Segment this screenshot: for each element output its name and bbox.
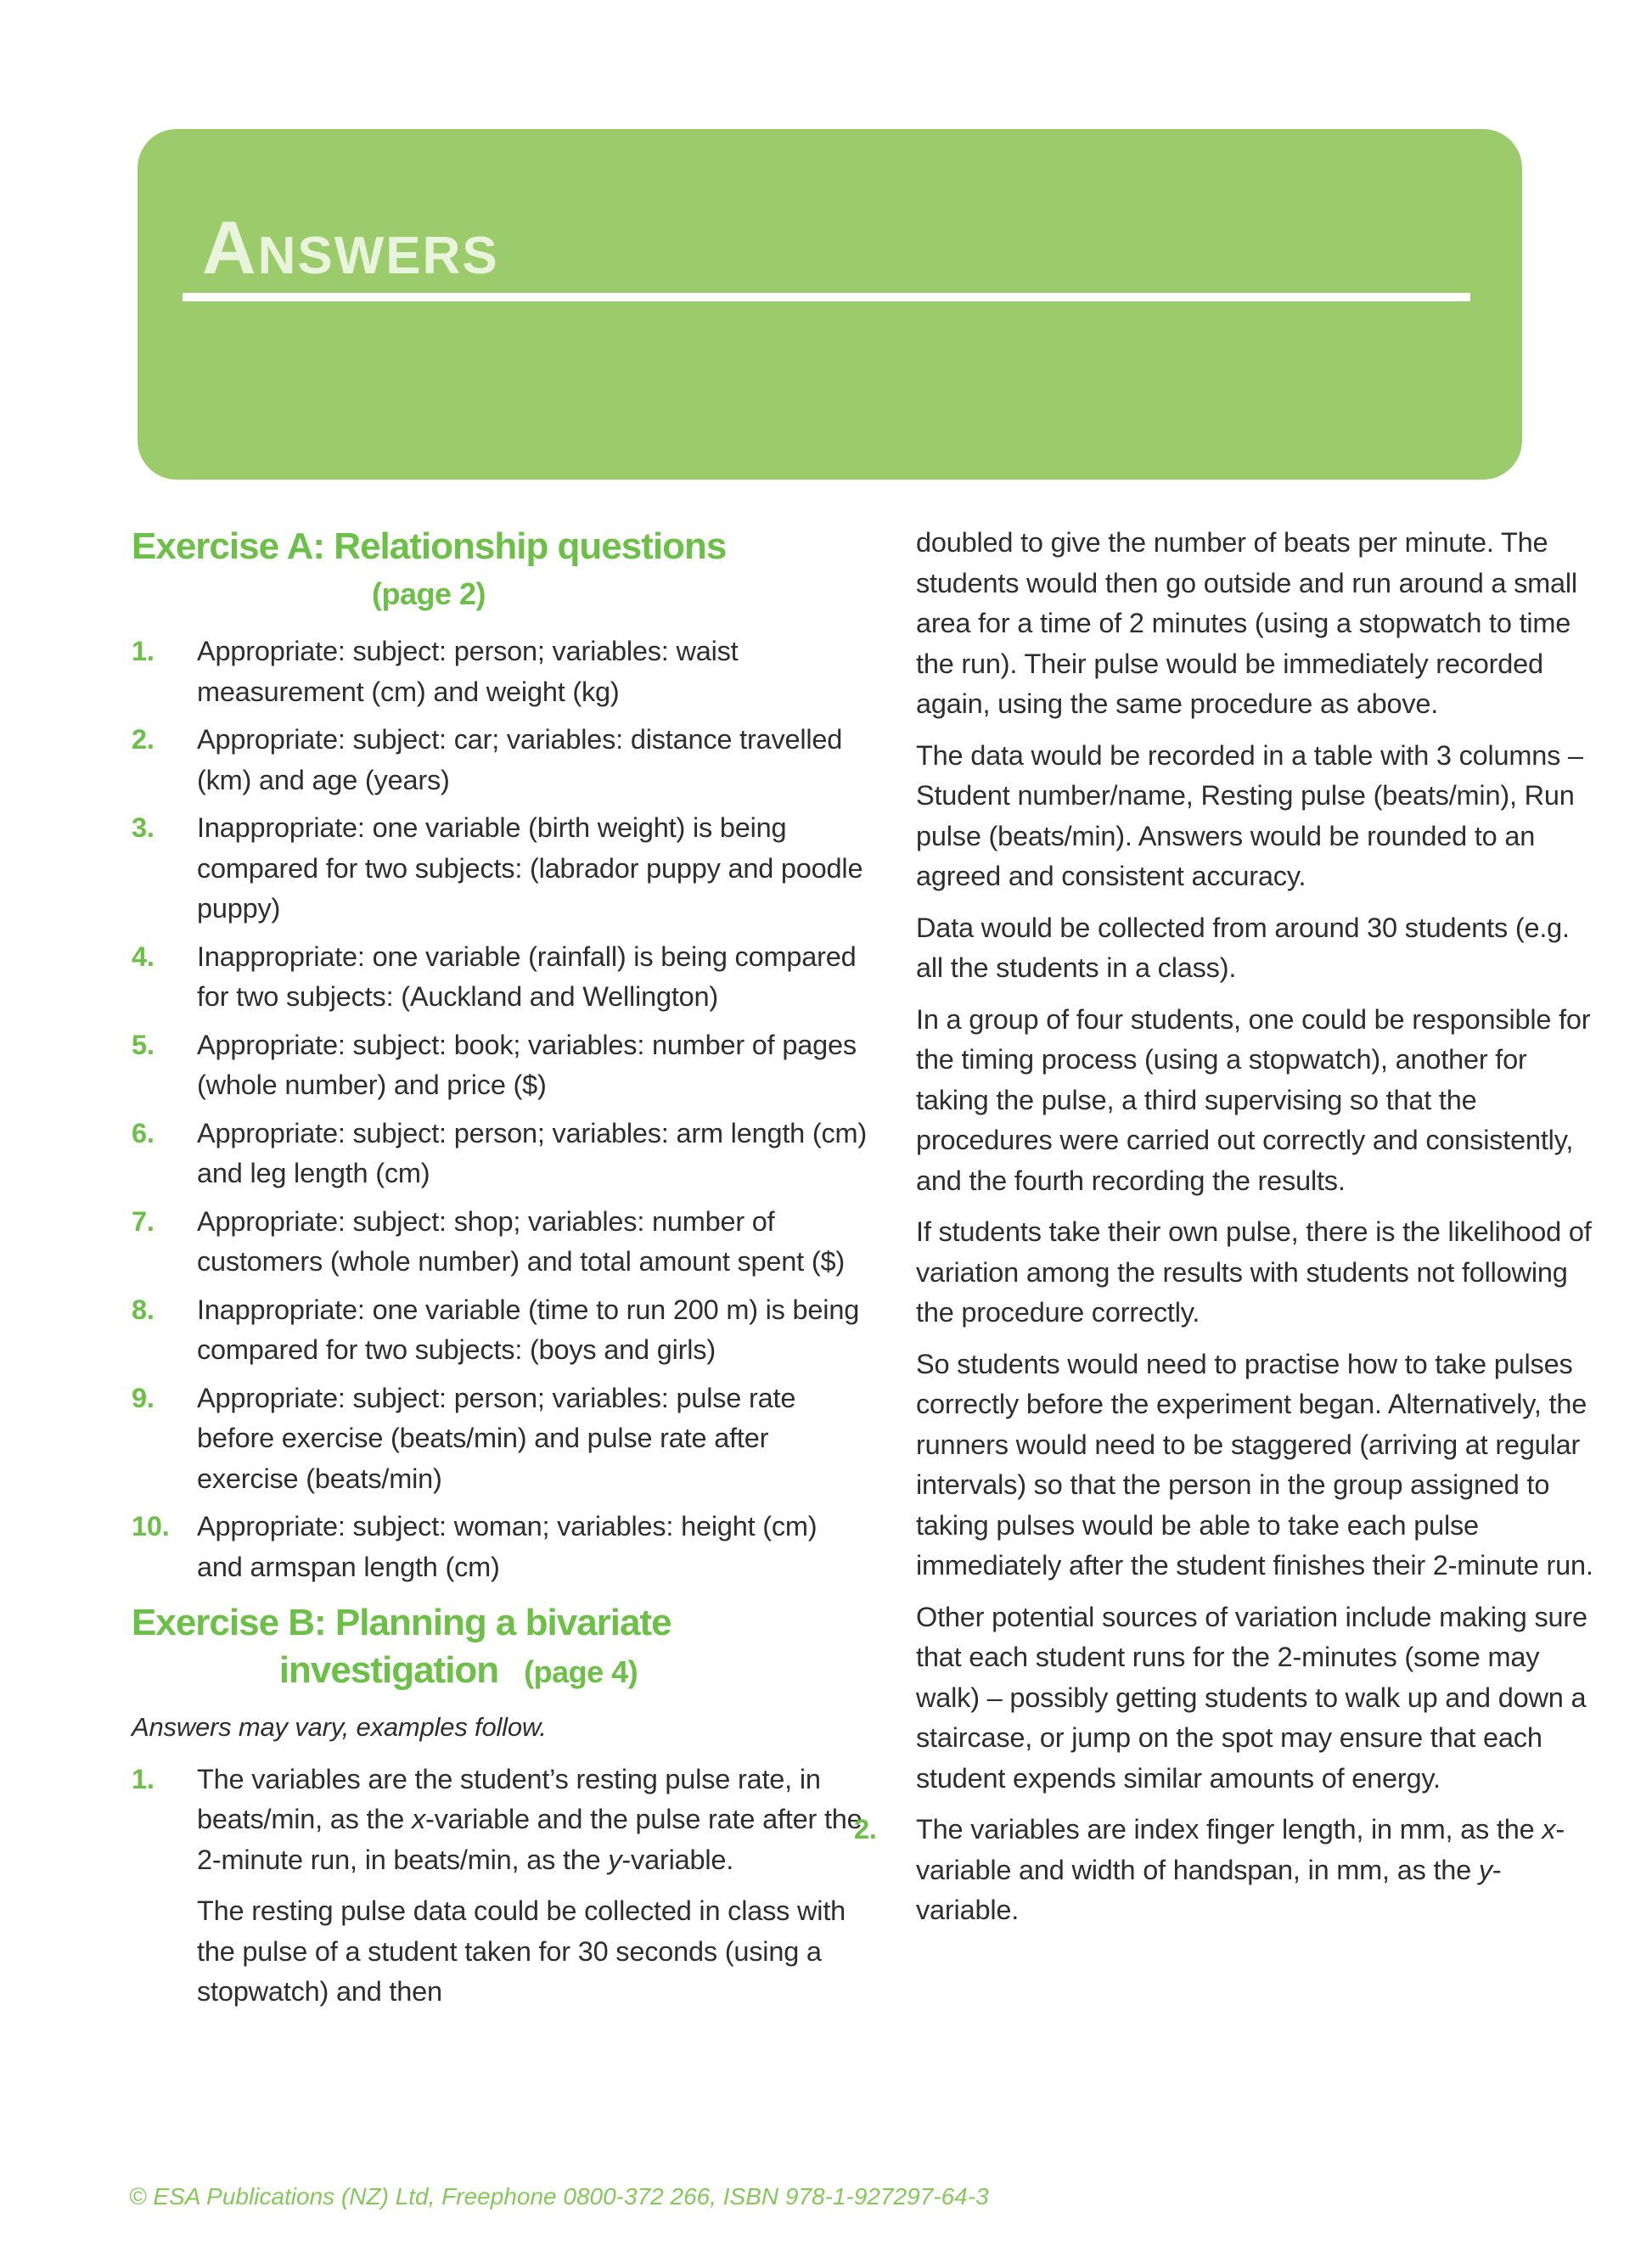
exercise-b-heading-block — [132, 1599, 880, 1697]
item-number: 6. — [132, 1117, 155, 1148]
item-number: 2. — [854, 1814, 877, 1845]
list-item — [132, 808, 880, 929]
list-item — [132, 632, 880, 712]
answer-paragraph: If students take their own pulse, there is the likelihood of variation among the results with students not following the procedure correctly. — [916, 1216, 1592, 1328]
list-item — [132, 1379, 880, 1500]
answers-vary-note: Answers may vary, examples follow. — [132, 1712, 547, 1742]
page-title-rest: NSWERS — [257, 227, 499, 285]
item-number: 2. — [132, 724, 155, 755]
right-column — [854, 523, 1606, 1939]
left-column — [132, 523, 880, 2020]
list-item — [132, 1025, 880, 1106]
answer-paragraph: doubled to give the number of beats per minute. The students would then go outside and run around a small area for a time of 2 minutes (using a stopwatch to time the run). Their pulse would be immediately recorded again, using the same procedure as above. — [916, 527, 1577, 719]
list-item — [132, 1114, 880, 1194]
exercise-b-page-ref: (page 4) — [524, 1654, 638, 1689]
item-number: 4. — [132, 941, 155, 972]
answer-paragraph: So students would need to practise how to take pulses correctly before the experiment began. Alternatively, the runners would need to be staggered (arriving at regular intervals) so that the person in the group assigned to taking pulses would be able to take each pulse immediately after the student finishes their 2-minute run. — [916, 1348, 1593, 1581]
item-text: Inappropriate: one variable (birth weight) is being compared for two subjects: (labrador puppy and poodle puppy) — [197, 812, 863, 924]
exercise-b-heading-word: investigation — [278, 1649, 499, 1691]
list-item — [132, 1760, 880, 2013]
item-paragraph: The variables are the student’s resting pulse rate, in beats/min, as the x-variable and the pulse rate after the 2-minute run, in beats/min, as the y-variable. — [197, 1763, 863, 1875]
item-number: 10. — [132, 1511, 170, 1541]
exercise-b-heading-line2 — [132, 1647, 785, 1697]
item-text: Appropriate: subject: person; variables: waist measurement (cm) and weight (kg) — [197, 636, 739, 707]
item-text: The variables are index finger length, in mm, as the x-variable and width of handspan, in mm, as the y-variable. — [916, 1814, 1565, 1925]
exercise-a-page-ref: (page 2) — [371, 576, 486, 611]
banner-underline — [183, 293, 1470, 301]
list-item — [132, 1202, 880, 1283]
item-number: 1. — [132, 1763, 155, 1794]
item-number: 8. — [132, 1294, 155, 1325]
item-number: 9. — [132, 1382, 155, 1413]
item-text — [197, 1760, 869, 2013]
item-text: Appropriate: subject: shop; variables: number of customers (whole number) and total amount spent ($) — [197, 1205, 845, 1277]
answer-paragraph: Data would be collected from around 30 students (e.g. all the students in a class). — [916, 912, 1570, 983]
exercise-a-heading: Exercise A: Relationship questions — [132, 525, 727, 567]
answer-paragraph: Other potential sources of variation include making sure that each student runs for the 2-minutes (some may walk) – possibly getting students to walk up and down a staircase, or jump on the spot may ensure that each student expends similar amounts of energy. — [916, 1601, 1587, 1794]
page-title-initial: A — [202, 205, 258, 289]
item-text: Appropriate: subject: person; variables: pulse rate before exercise (beats/min) and pulse rate after exercise (beats/min) — [197, 1382, 796, 1494]
answer-paragraph: The data would be recorded in a table with 3 columns – Student number/name, Resting pulse (beats/min), Run pulse (beats/min). Answers would be rounded to an agreed and consistent accuracy. — [916, 739, 1583, 891]
answer-paragraph: In a group of four students, one could be responsible for the timing process (using a stopwatch), another for taking the pulse, a third supervising so that the procedures were carried out correctly and consistently, and the fourth recording the results. — [916, 1003, 1591, 1196]
list-item — [132, 937, 880, 1018]
item-number: 5. — [132, 1029, 155, 1060]
list-item — [132, 720, 880, 800]
item-text: Appropriate: subject: car; variables: distance travelled (km) and age (years) — [197, 724, 843, 795]
answers-banner — [138, 129, 1522, 480]
item-text: Inappropriate: one variable (time to run 200 m) is being compared for two subjects: (boys and girls) — [197, 1294, 860, 1365]
item-text: Inappropriate: one variable (rainfall) is being compared for two subjects: (Auckland and Wellington) — [197, 941, 857, 1012]
list-item — [132, 1290, 880, 1371]
item-text: Appropriate: subject: woman; variables: height (cm) and armspan length (cm) — [197, 1511, 818, 1582]
item-number: 7. — [132, 1205, 155, 1237]
exercise-b-heading-line1: Exercise B: Planning a bivariate — [132, 1602, 671, 1643]
item-number: 1. — [132, 636, 155, 666]
copyright-footer: © ESA Publications (NZ) Ltd, Freephone 0800-372 266, ISBN 978-1-927297-64-3 — [129, 2183, 989, 2210]
list-item — [132, 1507, 880, 1587]
item-number: 3. — [132, 812, 155, 843]
item-paragraph: The resting pulse data could be collected in class with the pulse of a student taken for 30 seconds (using a stopwatch) and then — [197, 1895, 846, 2007]
item-text: Appropriate: subject: book; variables: number of pages (whole number) and price ($) — [197, 1029, 857, 1100]
item-text: Appropriate: subject: person; variables: arm length (cm) and leg length (cm) — [197, 1117, 868, 1188]
exercise-a-heading-block — [132, 523, 880, 618]
list-item — [854, 1810, 1606, 1931]
page-title — [202, 205, 499, 289]
